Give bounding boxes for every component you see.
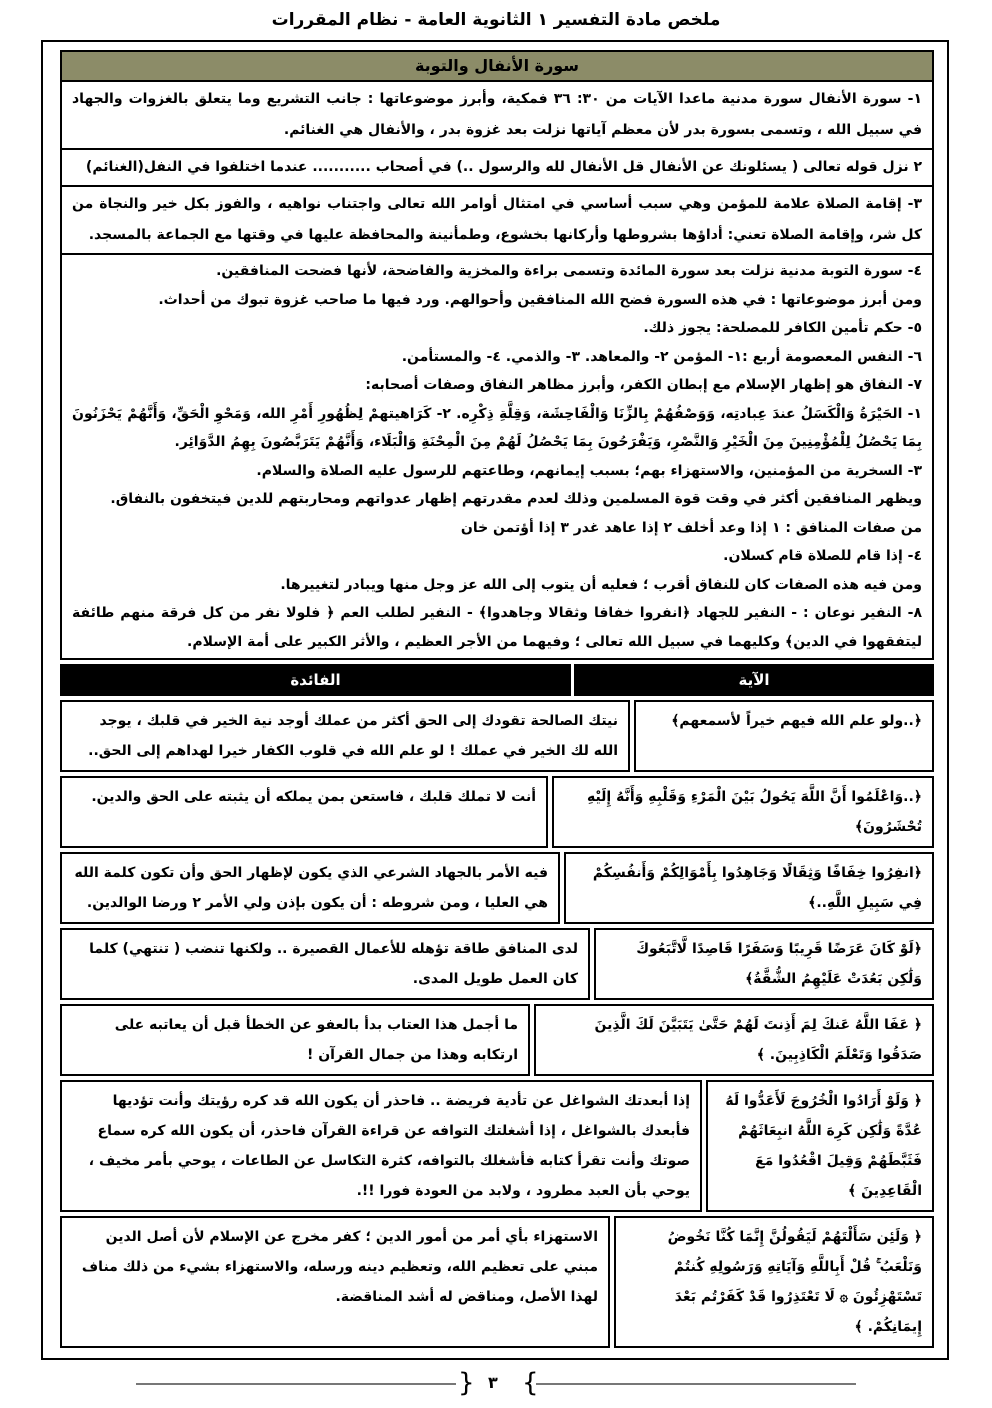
page-number: ٣ — [488, 1373, 498, 1392]
header-ayah: الآية — [571, 664, 934, 696]
benefit-cell: إذا أبعدتك الشواغل عن تأدية فريضة .. فاحذر أن يكون الله قد كره رؤيتك وأنت تؤديها فأبعدك بالشواغل ، إذا أشغلتك التوافه عن قراءة القرآن فاحذر، أن يكون الله كره سماع صوتك وأنت تقرأ كتابه فأشغلك بالتوافه، كثرة التكاسل عن الطاعات ، يوحي بأمر مخيف ، يوحي بأن العبد مطرود ، ولابد من العودة فورا !!. — [60, 1080, 702, 1212]
footer-divider — [536, 1383, 856, 1385]
paragraph-2 — [60, 150, 934, 187]
ayah-cell: ﴿ وَلَوْ أَرَادُوا الْخُرُوجَ لَأَعَدُّوا لَهُ عُدَّةً وَلَٰكِن كَرِهَ اللَّهُ انبِعَاثَهُمْ فَثَبَّطَهُمْ وَقِيلَ اقْعُدُوا مَعَ الْقَاعِدِينَ ﴾ — [706, 1080, 934, 1212]
p4-line: ٥- حكم تأمين الكافر للمصلحة: يجوز ذلك. — [643, 320, 922, 336]
table-row — [60, 1004, 934, 1076]
paragraph-1-text: ١- سورة الأنفال سورة مدنية ماعدا الآيات من ٣٠: ٣٦ فمكية، وأبرز موضوعاتها : جانب التشريع وما يتعلق بالغزوات والجهاد في سبيل الله ، وتسمى بسورة بدر لأن معظم آياتها نزلت بعد غزوة بدر ، والأنفال هي الغنائم. — [72, 91, 922, 138]
p4-line: من صفات المنافق : ١ إذا وعد أخلف ٢ إذا عاهد غدر ٣ إذا أؤتمن خان — [460, 519, 922, 536]
table-row — [60, 776, 934, 848]
ayah-cell: ﴿ عَفَا اللَّهُ عَنكَ لِمَ أَذِنتَ لَهُمْ حَتَّىٰ يَتَبَيَّنَ لَكَ الَّذِينَ صَدَقُوا وَتَعْلَمَ الْكَاذِبِينَ. ﴾ — [534, 1004, 934, 1076]
benefit-cell: نيتك الصالحة تقودك إلى الحق أكثر من عملك أوجد نية الخير في قلبك ، يوجد الله لك الخير في عملك ! لو علم الله في قلوب الكفار خيرا لهداهم إلى الحق.. — [60, 700, 630, 772]
page-number-brace-open: { — [458, 1368, 475, 1398]
ayah-cell: ﴿لَوْ كَانَ عَرَضًا قَرِيبًا وَسَفَرًا قَاصِدًا لَّاتَّبَعُوكَ وَلَٰكِن بَعُدَتْ عَلَيْهِمُ الشُّقَّةُ﴾ — [594, 928, 934, 1000]
benefit-cell: أنت لا تملك قلبك ، فاستعن بمن يملكه أن يثبته على الحق والدين. — [60, 776, 548, 848]
ayah-cell: ﴿..ولو علم الله فيهم خيراً لأسمعهم﴾ — [634, 700, 934, 772]
p4-line: ١- الحَيْرَةُ وَالْكَسَلُ عندَ عِبادتِه، وَوَصْفُهُمْ بِالزِّنَا وَالْفَاحِشَة، وَقِلَّةِ ذِكْرِه. ٢- كَرَاهيتهمْ لِظُهُورِ أَمْرِ الله، وَمَحْوِ الْحَقِّ، وَأَنَّهُمْ يَحْزَنُونَ بِمَا يَحْصُلُ لِلْمُؤْمِنِينَ مِنَ الْخَيْرِ وَالنَّصْرِ، وَيَفْرَحُونَ بِمَا يَحْصُلُ لَهُمْ مِنَ الْمِحْنَةِ وَالْبَلَاء، وَأَنَّهُمْ يَتَرَبَّصُونَ بِهِمُ الدَّوَائِر. — [72, 405, 922, 450]
paragraph-3 — [60, 187, 934, 255]
p4-line: ٦- النفس المعصومة أربع :١- المؤمن ٢- والمعاهد. ٣- والذمي. ٤- والمستأمن. — [401, 348, 922, 365]
paragraph-1 — [60, 82, 934, 150]
header-benefit: الفائدة — [290, 671, 341, 689]
table-row — [60, 928, 934, 1000]
table-row — [60, 700, 934, 772]
benefit-cell: لدى المنافق طاقة تؤهله للأعمال القصيرة .. ولكنها تنضب ( تنتهي) كلما كان العمل طويل المدى. — [60, 928, 590, 1000]
p4-line: ٤- إذا قام للصلاة قام كسلان. — [723, 548, 922, 564]
benefit-cell: ما أجمل هذا العتاب بدأ بالعفو عن الخطأ قبل أن يعاتبه على ارتكابه وهذا من جمال القرآن ! — [60, 1004, 530, 1076]
p4-line: ٨- النفير نوعان : - النفير للجهاد ﴿انفروا خفافا وثقالا وجاهدوا﴾ - النفير لطلب العم ﴿ فلولا نفر من كل فرقة منهم طائفة ليتفقهوا في الدين﴾ وكليهما في سبيل الله تعالى ؛ وفيهما من الأجر العظيم ، والأثر الكبير على أمة الإسلام. — [72, 605, 922, 650]
ayah-cell: ﴿انفِرُوا خِفَافًا وَثِقَالًا وَجَاهِدُوا بِأَمْوَالِكُمْ وَأَنفُسِكُمْ فِي سَبِيلِ اللَّهِ..﴾ — [564, 852, 934, 924]
paragraph-4-block — [60, 255, 934, 660]
table-row — [60, 1080, 934, 1212]
table-header — [60, 664, 934, 696]
content-area — [60, 50, 934, 1348]
ayah-cell: ﴿ وَلَئِن سَأَلْتَهُمْ لَيَقُولُنَّ إِنَّمَا كُنَّا نَخُوضُ وَنَلْعَبُ ۚ قُلْ أَبِاللَّهِ وَآيَاتِهِ وَرَسُولِهِ كُنتُمْ تَسْتَهْزِئُونَ ۞ لَا تَعْتَذِرُوا قَدْ كَفَرْتُم بَعْدَ إِيمَانِكُمْ. ﴾ — [614, 1216, 934, 1348]
table-row — [60, 852, 934, 924]
page-footer — [0, 1368, 992, 1408]
table-row — [60, 1216, 934, 1348]
p4-line: ويظهر المنافقين أكثر في وقت قوة المسلمين وذلك لعدم مقدرتهم إظهار عدواتهم ومحاربتهم للدين فيتخفون بالنفاق. — [110, 491, 922, 507]
p4-line: ٤- سورة التوبة مدنية نزلت بعد سورة المائدة وتسمى براءة والمخزية والفاضحة، لأنها فضحت المنافقين. — [216, 263, 922, 279]
p4-line: ٣- السخرية من المؤمنين، والاستهزاء بهم؛ بسبب إيمانهم، وطاعتهم للرسول عليه الصلاة والسلام. — [256, 462, 922, 479]
document-header: ملخص مادة التفسير ١ الثانوية العامة - نظام المقررات — [271, 10, 721, 30]
p4-line: ومن فيه هذه الصفات كان للنفاق أقرب ؛ فعليه أن يتوب إلى الله عز وجل منها ويبادر لتغييرها. — [280, 576, 922, 593]
benefit-cell: فيه الأمر بالجهاد الشرعي الذي يكون لإظهار الحق وأن تكون كلمة الله هي العليا ، ومن شروطه : أن يكون بإذن ولي الأمر ٢ ورضا الوالدين. — [60, 852, 560, 924]
p4-line: ومن أبرز موضوعاتها : في هذه السورة فضح الله المنافقين وأحوالهم. ورد فيها ما صاحب غزوة تبوك من أحداث. — [158, 291, 922, 308]
p4-line: ٧- النفاق هو إظهار الإسلام مع إبطان الكفر، وأبرز مظاهر النفاق وصفات أصحابه: — [365, 377, 922, 393]
benefit-cell: الاستهزاء بأي أمر من أمور الدين ؛ كفر مخرج عن الإسلام لأن أصل الدين مبني على تعظيم الله، وتعظيم دينه ورسله، والاستهزاء بشيء من ذلك مناف لهذا الأصل، ومناقض له أشد المناقضة. — [60, 1216, 610, 1348]
ayah-cell: ﴿..وَاعْلَمُوا أَنَّ اللَّهَ يَحُولُ بَيْنَ الْمَرْءِ وَقَلْبِهِ وَأَنَّهُ إِلَيْهِ تُحْشَرُونَ﴾ — [552, 776, 934, 848]
footer-divider — [136, 1383, 456, 1385]
section-title: سورة الأنفال والتوبة — [60, 50, 934, 82]
paragraph-2-text: ٢ نزل قوله تعالى ( يسئلونك عن الأنفال قل الأنفال لله والرسول ..) في أصحاب ........... عندما اختلفوا في النفل(الغنائم) — [85, 159, 922, 175]
page-number-brace-close: } — [522, 1368, 539, 1398]
paragraph-3-text: ٣- إقامة الصلاة علامة للمؤمن وهي سبب أساسي في امتثال أوامر الله تعالى واجتناب نواهيه ، والفوز بكل خير والنجاة من كل شر، وإقامة الصلاة تعني: أداؤها بشروطها وأركانها بخشوع، وطمأنينة والمحافظة عليها في وقتها مع الجماعة بالمسجد. — [72, 196, 922, 243]
